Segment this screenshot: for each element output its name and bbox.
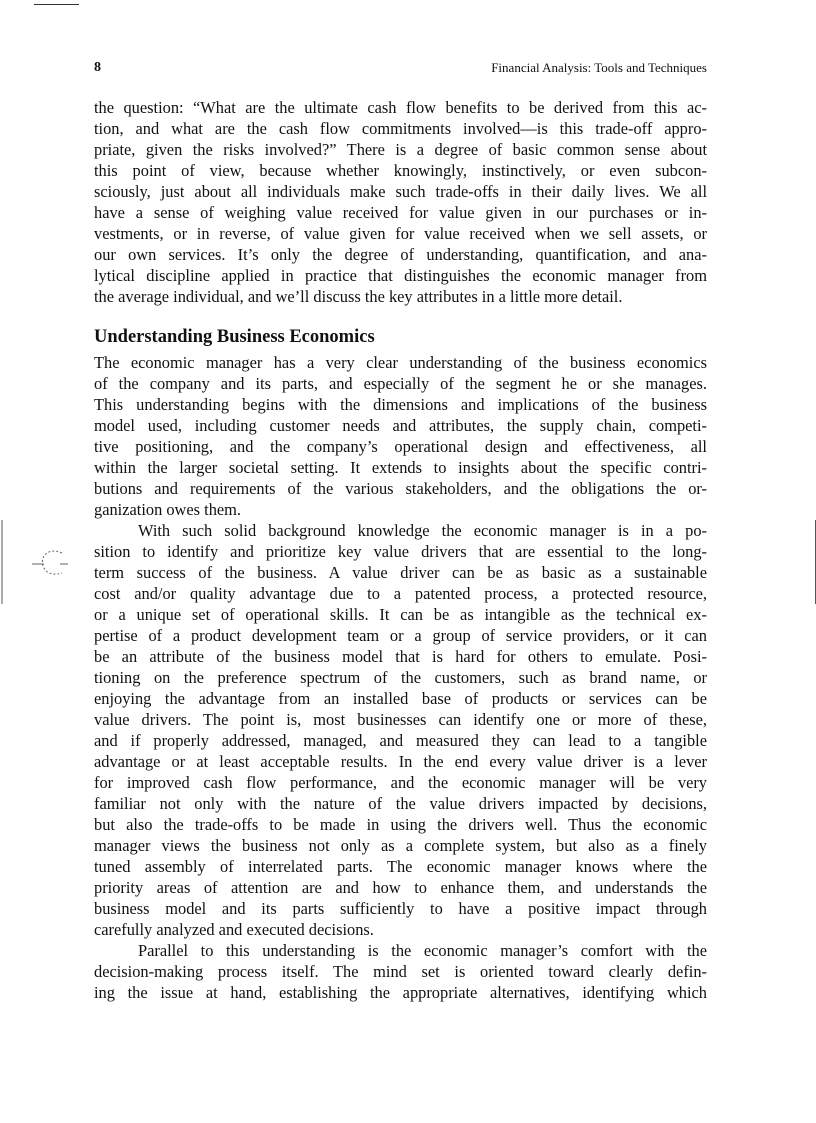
continuation-paragraph xyxy=(94,97,707,307)
text-line: sition to identify and prioritize key value drivers that are essential to the long- xyxy=(94,542,707,561)
text-line: model used, including customer needs and attributes, the supply chain, competi- xyxy=(94,416,707,435)
text-line: pertise of a product development team or a group of service providers, or it can xyxy=(94,626,707,645)
running-title: Financial Analysis: Tools and Techniques xyxy=(491,60,707,75)
paragraph-2 xyxy=(94,520,707,940)
text-line: be an attribute of the business model that is hard for others to emulate. Posi- xyxy=(94,647,707,666)
top-edge-rule xyxy=(34,4,79,5)
text-line: tioning on the preference spectrum of the customers, such as brand name, or xyxy=(94,668,707,687)
text-line: the question: “What are the ultimate cash flow benefits to be derived from this ac- xyxy=(94,98,707,117)
text-line: this point of view, because whether knowingly, instinctively, or even subcon- xyxy=(94,161,707,180)
text-line: cost and/or quality advantage due to a patented process, a protected resource, xyxy=(94,584,707,603)
text-line: but also the trade-offs to be made in using the drivers well. Thus the economic xyxy=(94,815,707,834)
text-line: within the larger societal setting. It extends to insights about the specific contri- xyxy=(94,458,707,477)
text-line: This understanding begins with the dimensions and implications of the business xyxy=(94,395,707,414)
text-line: decision-making process itself. The mind set is oriented toward clearly defin- xyxy=(94,962,707,981)
text-line: The economic manager has a very clear understanding of the business economics xyxy=(94,353,707,372)
section-heading: Understanding Business Economics xyxy=(94,327,375,347)
text-line: enjoying the advantage from an installed base of products or services can be xyxy=(94,689,707,708)
text-line: ing the issue at hand, establishing the appropriate alternatives, identifying which xyxy=(94,983,707,1002)
text-line: priority areas of attention are and how to enhance them, and understands the xyxy=(94,878,707,897)
text-line: With such solid background knowledge the economic manager is in a po- xyxy=(138,521,707,540)
text-line: our own services. It’s only the degree of understanding, quantification, and ana- xyxy=(94,245,707,264)
text-line: priate, given the risks involved?” There is a degree of basic common sense about xyxy=(94,140,707,159)
text-line: tive positioning, and the company’s operational design and effectiveness, all xyxy=(94,437,707,456)
text-line: butions and requirements of the various stakeholders, and the obligations the or- xyxy=(94,479,707,498)
text-line: term success of the business. A value driver can be as basic as a sustainable xyxy=(94,563,707,582)
scan-margin-bracket-icon xyxy=(0,520,70,604)
page-body xyxy=(94,97,707,1003)
text-line: business model and its parts sufficiently to have a positive impact through xyxy=(94,899,707,918)
text-line: vestments, or in reverse, of value given for value received when we sell assets, or xyxy=(94,224,707,243)
text-line: lytical discipline applied in practice that distinguishes the economic manager from xyxy=(94,266,707,285)
text-line: manager views the business not only as a complete system, but also as a finely xyxy=(94,836,707,855)
text-line: for improved cash flow performance, and the economic manager will be very xyxy=(94,773,707,792)
text-line: tion, and what are the cash flow commitments involved—is this trade-off appro- xyxy=(94,119,707,138)
paragraph-1 xyxy=(94,352,707,520)
text-line: have a sense of weighing value received for value given in our purchases or in- xyxy=(94,203,707,222)
text-line: or a unique set of operational skills. It can be as intangible as the technical ex- xyxy=(94,605,707,624)
page-header xyxy=(94,60,707,80)
text-line: advantage or at least acceptable results. In the end every value driver is a lever xyxy=(94,752,707,771)
text-line: familiar not only with the nature of the value drivers impacted by decisions, xyxy=(94,794,707,813)
text-line: value drivers. The point is, most businesses can identify one or more of these, xyxy=(94,710,707,729)
text-line: the average individual, and we’ll discuss the key attributes in a little more detail. xyxy=(94,287,623,306)
text-line: Parallel to this understanding is the economic manager’s comfort with the xyxy=(138,941,707,960)
page-number: 8 xyxy=(94,60,101,75)
text-line: sciously, just about all individuals make such trade-offs in their daily lives. We all xyxy=(94,182,707,201)
text-line: of the company and its parts, and especially of the segment he or she manages. xyxy=(94,374,707,393)
text-line: carefully analyzed and executed decisions. xyxy=(94,920,374,939)
text-line: ganization owes them. xyxy=(94,500,242,519)
paragraph-3 xyxy=(94,940,707,1003)
text-line: and if properly addressed, managed, and measured they can lead to a tangible xyxy=(94,731,707,750)
text-line: tuned assembly of interrelated parts. The economic manager knows where the xyxy=(94,857,707,876)
